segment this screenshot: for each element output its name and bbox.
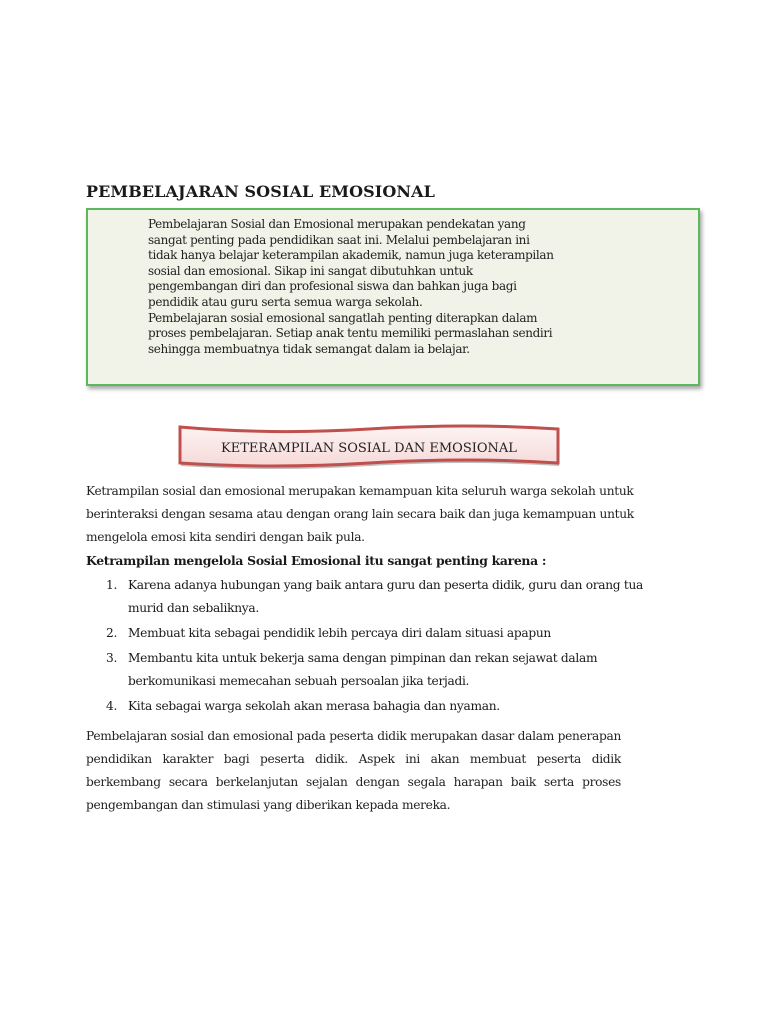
intro-line: Pembelajaran sosial emosional sangatlah penting diterapkan dalam <box>148 310 538 325</box>
intro-line: sosial dan emosional. Sikap ini sangat dibutuhkan untuk <box>148 263 473 278</box>
intro-text <box>148 217 578 357</box>
list-item-line: murid dan sebaliknya. <box>128 601 259 615</box>
page-title: PEMBELAJARAN SOSIAL EMOSIONAL <box>86 182 435 201</box>
paragraph-line: pengembangan dan stimulasi yang diberikan kepada mereka. <box>86 798 451 812</box>
list-item-line: Karena adanya hubungan yang baik antara guru dan peserta didik, guru dan orang tua <box>128 578 643 592</box>
paragraph-line: berkembang secara berkelanjutan sejalan dengan segala harapan baik serta proses <box>86 775 621 789</box>
intro-line: tidak hanya belajar keterampilan akademik, namun juga keterampilan <box>148 248 554 263</box>
paragraph-2 <box>86 725 621 817</box>
paragraph-line: mengelola emosi kita sendiri dengan baik pula. <box>86 530 365 544</box>
intro-line: pendidik atau guru serta semua warga sekolah. <box>148 294 423 309</box>
paragraph-line: Pembelajaran sosial dan emosional pada peserta didik merupakan dasar dalam penerapan <box>86 729 621 743</box>
paragraph-line: berinteraksi dengan sesama atau dengan orang lain secara baik dan juga kemampuan untuk <box>86 507 634 521</box>
list-item <box>86 695 646 718</box>
list-item-line: Kita sebagai warga sekolah akan merasa bahagia dan nyaman. <box>128 699 500 713</box>
list-number: 4. <box>106 699 118 713</box>
intro-line: pengembangan diri dan profesional siswa dan bahkan juga bagi <box>148 279 517 294</box>
list-item <box>86 622 646 645</box>
list-item-line: berkomunikasi memecahan sebuah persoalan jika terjadi. <box>128 674 470 688</box>
list-item <box>86 647 646 693</box>
list-item <box>86 574 646 620</box>
intro-line: Pembelajaran Sosial dan Emosional merupakan pendekatan yang <box>148 217 526 231</box>
paragraph-1 <box>86 480 632 549</box>
list-number: 3. <box>106 651 118 665</box>
list-item-line: Membantu kita untuk bekerja sama dengan pimpinan dan rekan sejawat dalam <box>128 651 598 665</box>
banner-label: KETERAMPILAN SOSIAL DAN EMOSIONAL <box>221 440 517 456</box>
intro-line: sangat penting pada pendidikan saat ini. Melalui pembelajaran ini <box>148 232 530 247</box>
list-number: 1. <box>106 578 118 592</box>
list-item-line: Membuat kita sebagai pendidik lebih percaya diri dalam situasi apapun <box>128 626 551 640</box>
list-number: 2. <box>106 626 118 640</box>
paragraph-line: Ketrampilan sosial dan emosional merupakan kemampuan kita seluruh warga sekolah untuk <box>86 484 634 498</box>
paragraph-line: pendidikan karakter bagi peserta didik. Aspek ini akan membuat peserta didik <box>86 752 621 766</box>
reasons-heading: Ketrampilan mengelola Sosial Emosional itu sangat penting karena : <box>86 553 547 568</box>
intro-line: proses pembelajaran. Setiap anak tentu memiliki permaslahan sendiri <box>148 326 553 341</box>
intro-line: sehingga membuatnya tidak semangat dalam ia belajar. <box>148 341 470 356</box>
section-banner <box>176 423 562 473</box>
reasons-list <box>86 574 646 720</box>
